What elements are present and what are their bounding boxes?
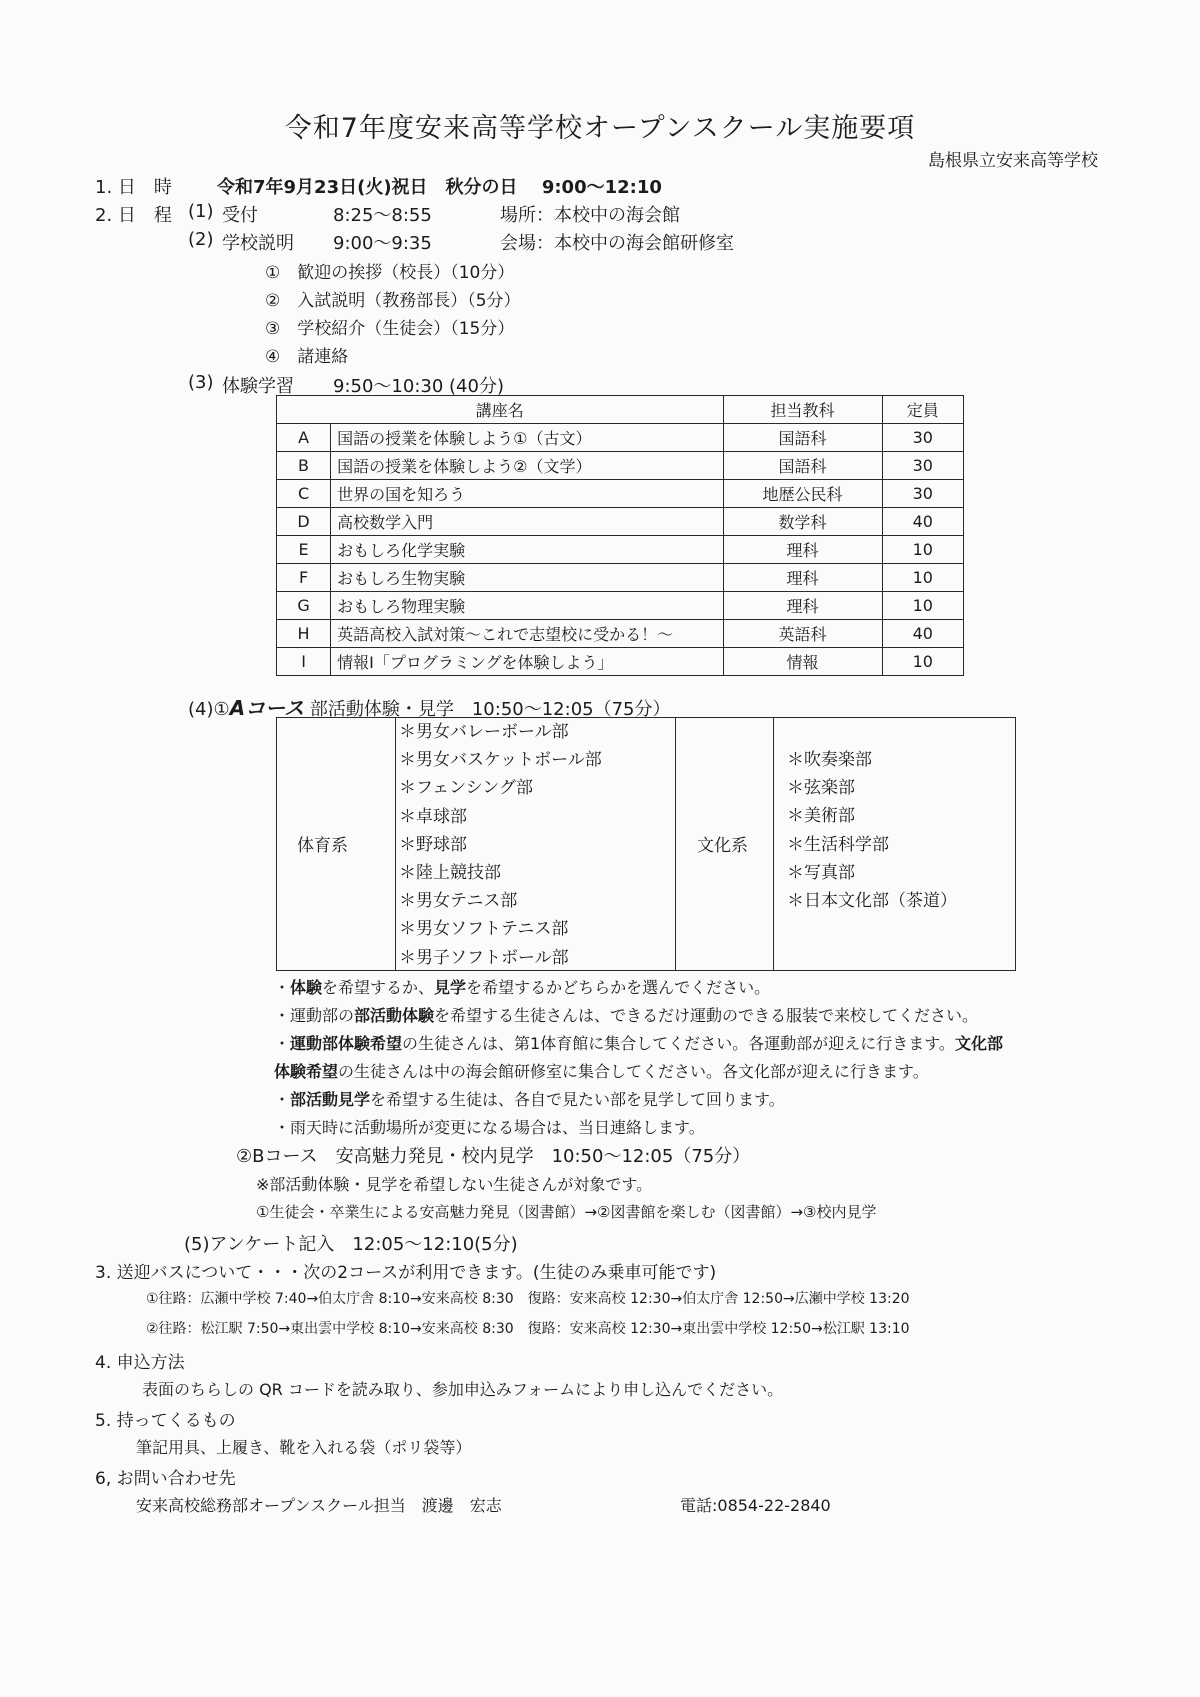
survey-line: (5)アンケート記入 12:05〜12:10(5分) (184, 1234, 518, 1255)
schedule-2-num: (2) (188, 229, 214, 250)
note-text: ・ (274, 1090, 291, 1109)
schedule-2-place: 会場：本校中の海会館研修室 (500, 233, 734, 254)
row-capacity: 10 (882, 536, 964, 564)
section-3-label: 3. 送迎バスについて・・・次の2コースが利用できます。(生徒のみ乗車可能です) (95, 1263, 717, 1283)
culture-club-list (787, 746, 957, 915)
note-emphasis: 部活動体験 (354, 1006, 435, 1025)
document-title: 令和7年度安来高等学校オープンスクール実施要項 (284, 113, 916, 144)
row-subject: 理科 (723, 592, 882, 620)
note-text: を希望するか、 (322, 978, 435, 997)
sports-label: 体育系 (297, 836, 348, 856)
section-4-label: 4. 申込方法 (95, 1353, 185, 1373)
note-4 (274, 1086, 1003, 1114)
schedule-2-time: 9:00〜9:35 (333, 233, 432, 254)
note-emphasis: 体験 (290, 978, 323, 997)
schedule-2-name: 学校説明 (222, 233, 294, 254)
row-subject: 英語科 (723, 620, 882, 648)
subitem-exam: ② 入試説明（教務部長）（5分） (265, 291, 521, 311)
row-subject: 国語科 (723, 424, 882, 452)
list-item: ＊卓球部 (399, 806, 467, 827)
row-id: H (277, 620, 331, 648)
note-3 (274, 1030, 1003, 1058)
row-name: 高校数学入門 (331, 508, 724, 536)
row-id: I (277, 648, 331, 676)
schedule-1-name: 受付 (222, 205, 258, 226)
schedule-1-place: 場所：本校中の海会館 (500, 205, 680, 226)
row-capacity: 10 (882, 648, 964, 676)
row-capacity: 40 (882, 620, 964, 648)
row-subject: 理科 (723, 536, 882, 564)
experience-table (276, 395, 964, 676)
note-3-continued (274, 1058, 1003, 1086)
schedule-3-time: 9:50〜10:30 (40分) (333, 376, 504, 397)
list-item: ＊吹奏楽部 (787, 750, 872, 770)
list-item: ＊写真部 (787, 862, 855, 883)
note-text: の生徒さんは中の海会館研修室に集合してください。各文化部が迎えに行きます。 (338, 1062, 929, 1081)
row-name: おもしろ物理実験 (331, 592, 724, 620)
course-a-name: Aコース (229, 696, 305, 720)
club-divider (395, 718, 396, 970)
row-id: B (277, 452, 331, 480)
list-item: ＊弦楽部 (787, 778, 855, 799)
bus-route-1: ①往路：広瀬中学校 7:40→伯太庁舎 8:10→安来高校 8:30 復路：安来高校 12:30→伯太庁舎 12:50→広瀬中学校 13:20 (146, 1291, 910, 1307)
table-header-row (277, 396, 964, 424)
contact-person: 安来高校総務部オープンスクール担当 渡邊 宏志 (136, 1496, 502, 1515)
table-row (277, 452, 964, 480)
note-emphasis: 体験希望 (274, 1062, 339, 1081)
contact-phone: 電話:0854-22-2840 (680, 1496, 831, 1515)
course-b-note: ※部活動体験・見学を希望しない生徒さんが対象です。 (256, 1175, 653, 1194)
row-id: D (277, 508, 331, 536)
section-1-date: 令和7年9月23日(火)祝日 秋分の日 9:00〜12:10 (217, 177, 662, 198)
row-capacity: 30 (882, 452, 964, 480)
row-id: G (277, 592, 331, 620)
section-6-label: 6, お問い合わせ先 (95, 1469, 236, 1489)
row-name: 国語の授業を体験しよう①（古文） (331, 424, 724, 452)
schedule-3-num: (3) (188, 372, 214, 393)
section-2-label: 2. 日 程 (95, 205, 172, 226)
row-capacity: 30 (882, 424, 964, 452)
table-row (277, 648, 964, 676)
school-name: 島根県立安来高等学校 (928, 151, 1098, 171)
schedule-1-time: 8:25〜8:55 (333, 205, 432, 226)
row-name: 英語高校入試対策〜これで志望校に受かる！〜 (331, 620, 724, 648)
club-divider (675, 718, 676, 970)
table-row (277, 424, 964, 452)
note-text: を希望する生徒は、各自で見たい部を見学して回ります。 (370, 1090, 785, 1109)
note-emphasis: 運動部体験希望 (290, 1034, 403, 1053)
list-item: ＊男子ソフトボール部 (399, 947, 569, 968)
culture-label: 文化系 (697, 836, 748, 856)
row-subject: 数学科 (723, 508, 882, 536)
note-emphasis: 文化部 (954, 1034, 1003, 1053)
list-item: ＊日本文化部（茶道） (787, 891, 957, 912)
list-item: ＊フェンシング部 (399, 778, 533, 799)
items-to-bring: 筆記用具、上履き、靴を入れる袋（ポリ袋等） (136, 1438, 472, 1457)
row-capacity: 10 (882, 564, 964, 592)
header-capacity: 定員 (882, 396, 964, 424)
list-item: ＊野球部 (399, 834, 467, 855)
list-item: ＊美術部 (787, 806, 855, 827)
course-b-heading: ②Bコース 安高魅力発見・校内見学 10:50〜12:05（75分） (236, 1146, 751, 1167)
row-id: F (277, 564, 331, 592)
note-text: ・ (274, 978, 291, 997)
table-row (277, 480, 964, 508)
list-item: ＊生活科学部 (787, 834, 889, 855)
row-name: おもしろ生物実験 (331, 564, 724, 592)
note-1 (274, 974, 1003, 1002)
row-name: 国語の授業を体験しよう②（文学） (331, 452, 724, 480)
schedule-1-num: (1) (188, 201, 214, 222)
row-name: 情報Ⅰ「プログラミングを体験しよう」 (331, 648, 724, 676)
row-name: 世界の国を知ろう (331, 480, 724, 508)
note-text: を希望する生徒さんは、できるだけ運動のできる服装で来校してください。 (434, 1006, 979, 1025)
row-id: E (277, 536, 331, 564)
note-text: ・運動部の (274, 1006, 355, 1025)
row-subject: 理科 (723, 564, 882, 592)
club-table (276, 717, 1016, 971)
table-row (277, 620, 964, 648)
row-id: A (277, 424, 331, 452)
list-item: ＊男女バスケットボール部 (399, 750, 602, 771)
bus-route-2: ②往路：松江駅 7:50→東出雲中学校 8:10→安来高校 8:30 復路：安来高校 12:30→東出雲中学校 12:50→松江駅 13:10 (146, 1321, 910, 1337)
list-item: ＊男女テニス部 (399, 891, 518, 912)
table-row (277, 592, 964, 620)
header-subject: 担当教科 (723, 396, 882, 424)
course-a-rest: 部活動体験・見学 10:50〜12:05（75分） (309, 699, 671, 720)
row-capacity: 10 (882, 592, 964, 620)
row-subject: 国語科 (723, 452, 882, 480)
subitem-intro: ③ 学校紹介（生徒会）（15分） (265, 319, 515, 339)
table-row (277, 508, 964, 536)
sports-club-list (399, 718, 602, 972)
header-course-name: 講座名 (277, 396, 724, 424)
schedule-3-name: 体験学習 (222, 376, 294, 397)
course-b-route: ①生徒会・卒業生による安高魅力発見（図書館）→②図書館を楽しむ（図書館）→③校内見学 (256, 1203, 877, 1221)
notes-block (274, 974, 1003, 1142)
row-capacity: 30 (882, 480, 964, 508)
note-text: ・ (274, 1034, 291, 1053)
table-row (277, 564, 964, 592)
note-text: を希望するかどちらかを選んでください。 (466, 978, 771, 997)
subitem-welcome: ① 歓迎の挨拶（校長）（10分） (265, 263, 515, 283)
list-item: ＊男女バレーボール部 (399, 722, 569, 742)
row-subject: 地歴公民科 (723, 480, 882, 508)
table-row (277, 536, 964, 564)
section-1-label: 1. 日 時 (95, 177, 172, 198)
row-name: おもしろ化学実験 (331, 536, 724, 564)
row-capacity: 40 (882, 508, 964, 536)
club-divider (773, 718, 774, 970)
application-method: 表面のちらしの QR コードを読み取り、参加申込みフォームにより申し込んでください。 (142, 1380, 784, 1399)
note-emphasis: 部活動見学 (290, 1090, 371, 1109)
course-a-prefix: (4)① (188, 699, 230, 720)
section-5-label: 5. 持ってくるもの (95, 1411, 236, 1431)
list-item: ＊陸上競技部 (399, 863, 501, 884)
note-5: ・雨天時に活動場所が変更になる場合は、当日連絡します。 (274, 1118, 705, 1137)
row-subject: 情報 (723, 648, 882, 676)
note-emphasis: 見学 (434, 978, 467, 997)
note-text: の生徒さんは、第1体育館に集合してください。各運動部が迎えに行きます。 (402, 1034, 955, 1053)
list-item: ＊男女ソフトテニス部 (399, 919, 569, 940)
subitem-notice: ④ 諸連絡 (265, 347, 349, 367)
row-id: C (277, 480, 331, 508)
note-2 (274, 1002, 1003, 1030)
